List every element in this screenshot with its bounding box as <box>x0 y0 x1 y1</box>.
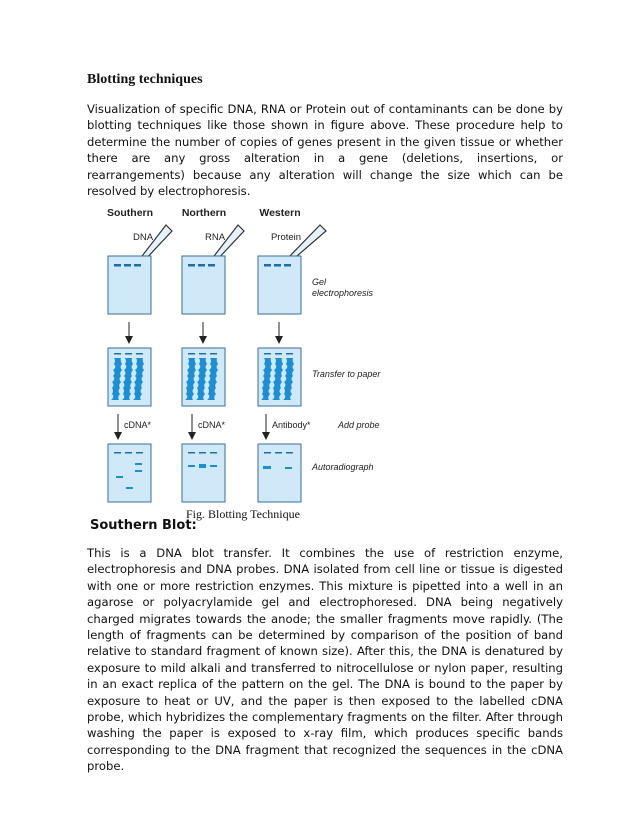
figure-caption: Fig. Blotting Technique <box>186 507 300 521</box>
col-title-western: Western <box>259 207 301 219</box>
smear-gel-southern <box>108 348 151 406</box>
autorad-southern <box>108 444 151 502</box>
southern-blot-paragraph: This is a DNA blot transfer. It combines the use of restriction enzyme, electrophoresis and DNA probes. DNA isolated from cell line or tissue is digested with one or more restriction enzymes. This mixture is pipetted into a well in an agarose or polyacrylamide gel and electrophoresed. DNA being negatively charged migrates towards the anode; the smaller fragments move rapidly. (The length of fragments can be determined by comparison of the position of band relative to standard fragment of known size). After this, the DNA is denatured by exposure to mild alkali and transferred to nitrocellulose or nylon paper, resulting in an exact replica of the pattern on the gel. The DNA is bound to the paper by exposure to heat or UV, and the paper is then exposed to the labelled cDNA probe, which hybridizes the complementary fragments on the filter. After through washing the paper is exposed to x-ray film, which produces specific bands corresponding to the DNA fragment that recognized the sequences in the cDNA probe. <box>87 546 563 774</box>
sample-label-dna: DNA <box>132 232 154 243</box>
step-label-electrophoresis: electrophoresis <box>312 288 374 298</box>
step-label-gel: Gel <box>312 277 327 287</box>
southern-blot-heading: Southern Blot: <box>90 518 197 533</box>
page-heading: Blotting techniques <box>87 72 203 87</box>
probe-label-western: Antibody* <box>272 420 311 430</box>
col-title-southern: Southern <box>106 207 154 219</box>
autorad-western <box>258 444 301 502</box>
smear-gel-northern <box>182 348 225 406</box>
smear-gel-western <box>258 348 301 406</box>
autorad-northern <box>182 444 225 502</box>
probe-label-northern: cDNA* <box>198 420 226 430</box>
gel-northern <box>182 256 225 314</box>
intro-paragraph: Visualization of specific DNA, RNA or Protein out of contaminants can be done by blotting techniques like those shown in figure above. These procedure help to determine the number of copies of genes present in the given tissue or whether there are any gross alteration in a gene (deletions, insertions, or rearrangements) because any alteration will change the size which can be resolved by electrophoresis. <box>87 102 563 199</box>
step-label-probe: Add probe <box>338 420 380 430</box>
step-label-transfer: Transfer to paper <box>312 369 381 379</box>
sample-label-rna: RNA <box>204 232 226 243</box>
step-label-autoradiograph: Autoradiograph <box>312 462 374 472</box>
sample-label-protein: Protein <box>270 232 302 243</box>
probe-label-southern: cDNA* <box>124 420 152 430</box>
gel-southern <box>108 256 151 314</box>
col-title-northern: Northern <box>181 207 227 219</box>
gel-western <box>258 256 301 314</box>
